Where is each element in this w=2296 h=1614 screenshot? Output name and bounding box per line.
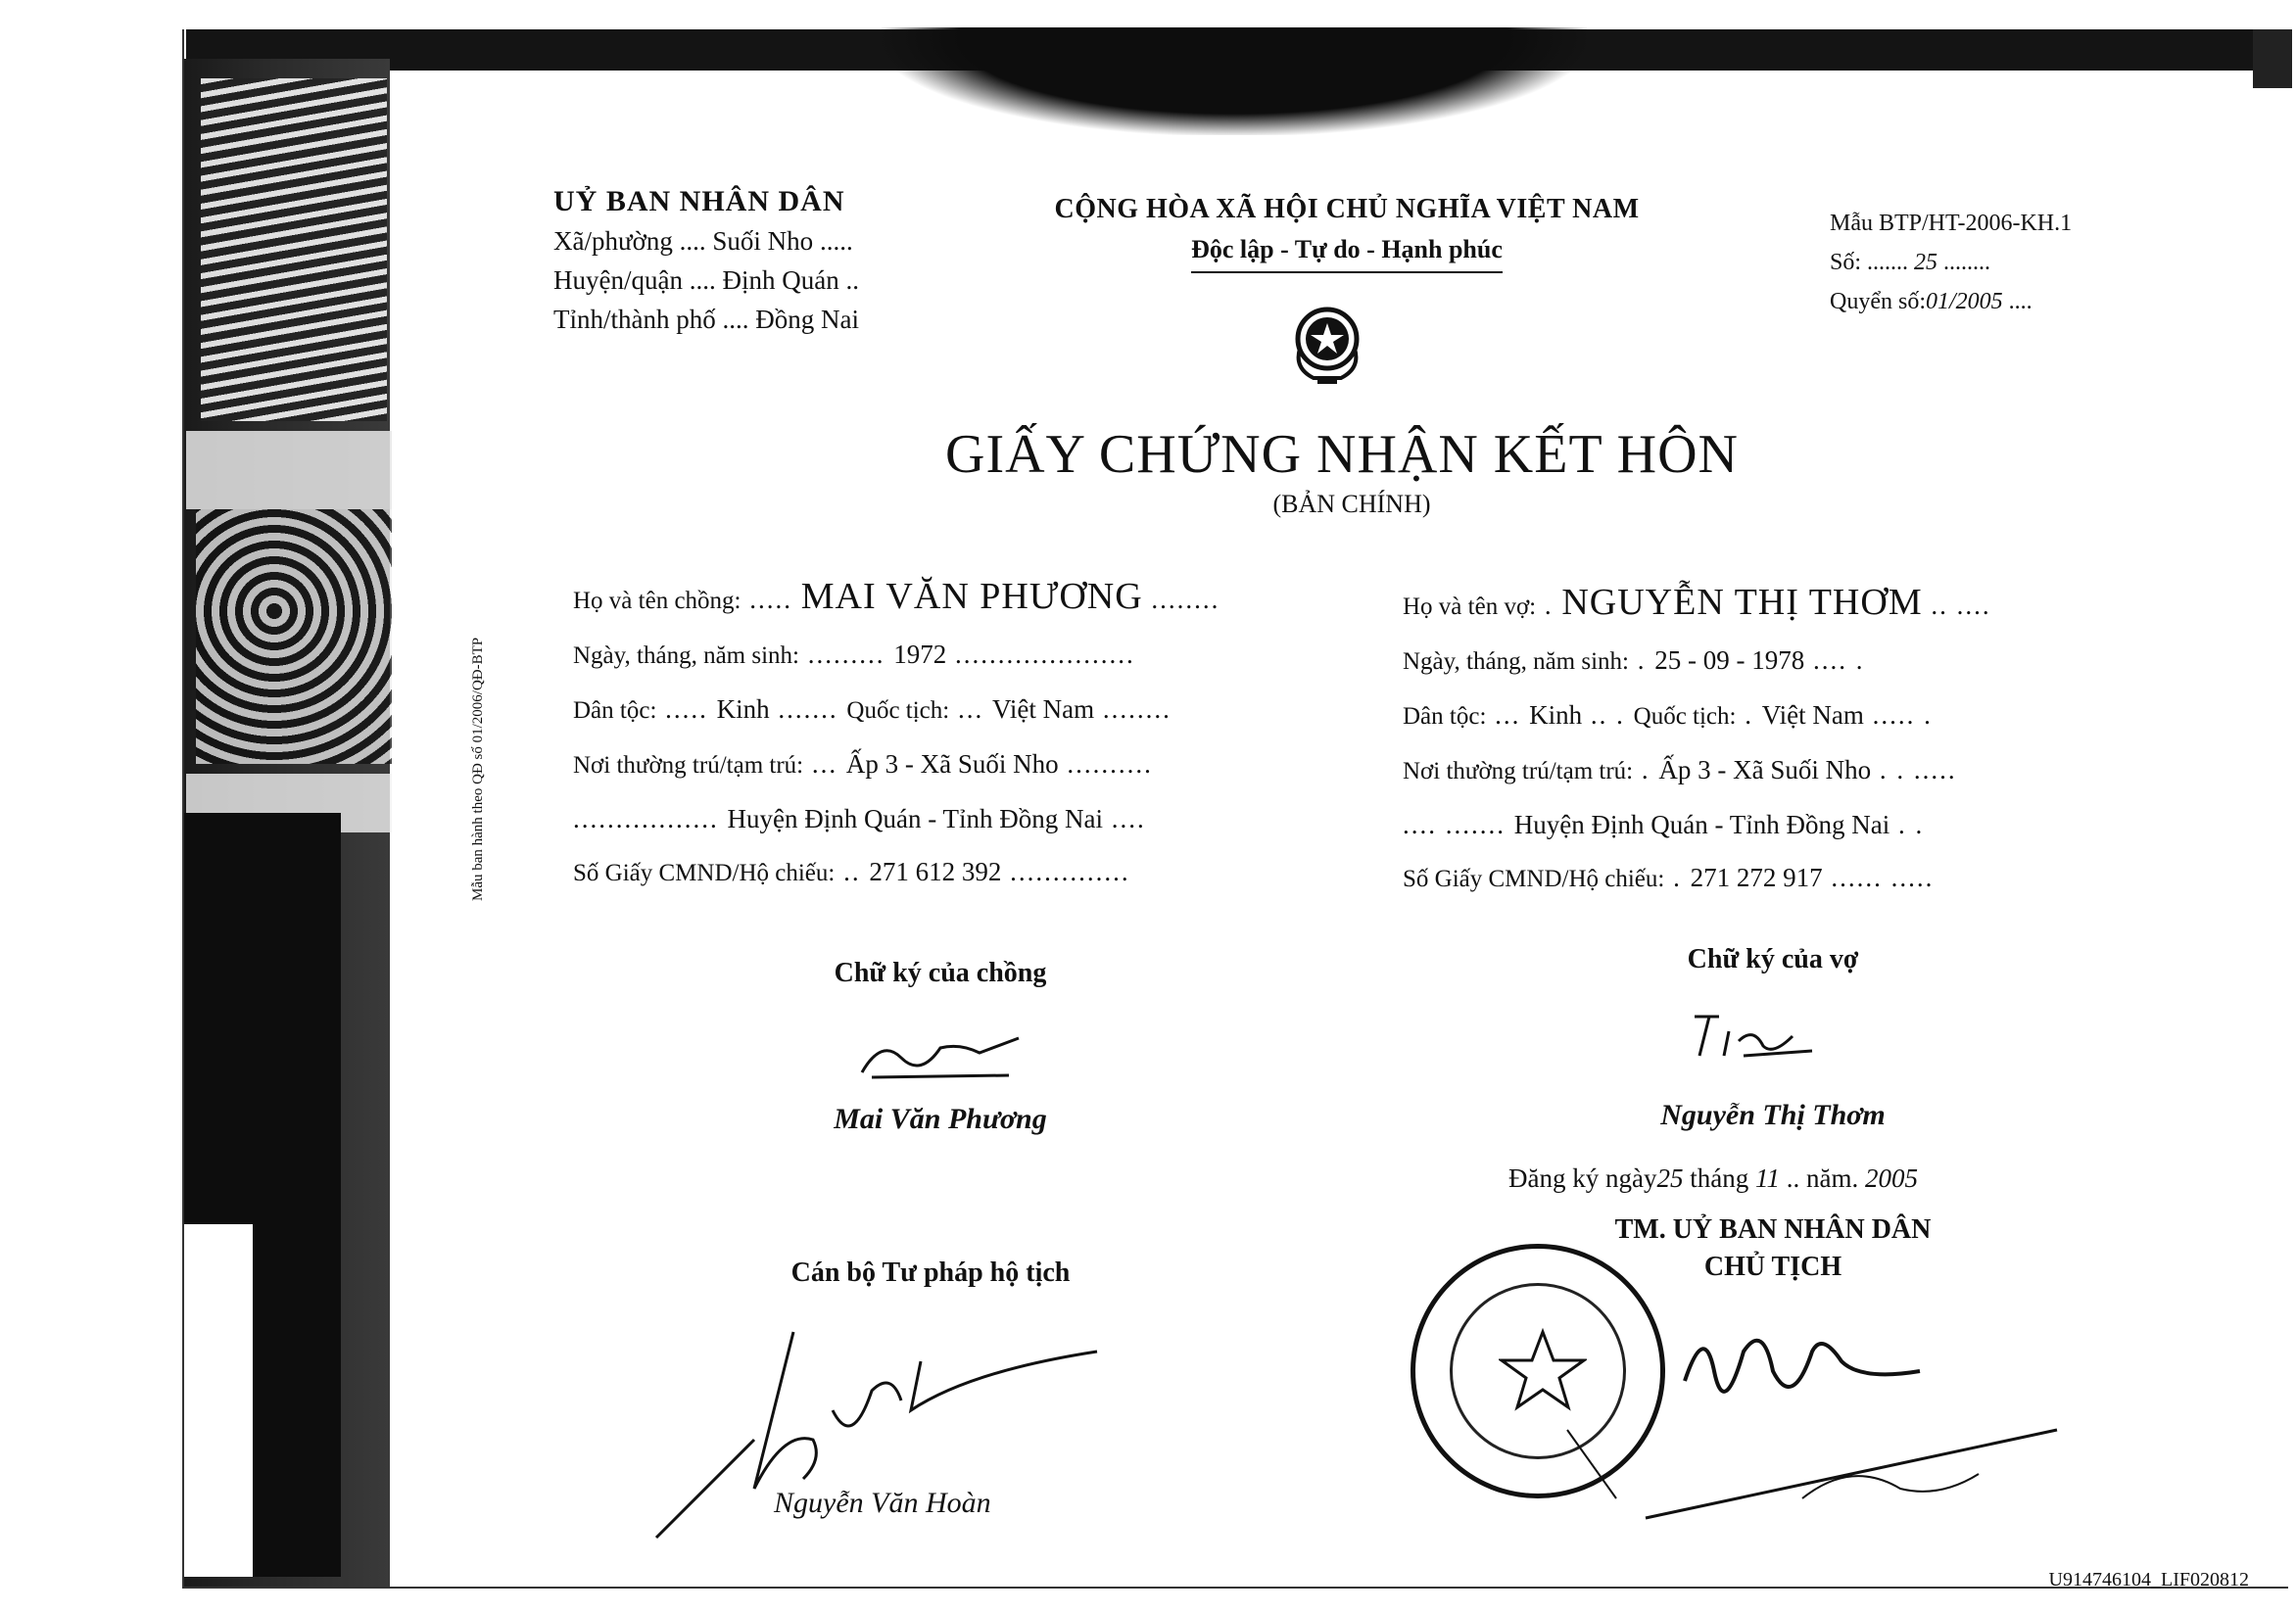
chairman-signature — [1528, 1263, 2116, 1557]
wife-id-label: Số Giấy CMND/Hộ chiếu: — [1403, 866, 1665, 892]
issuing-authority — [553, 182, 859, 339]
number-value: 25 — [1914, 250, 1938, 275]
husband-ethnicity: Kinh — [716, 694, 770, 724]
form-reference — [1830, 204, 2072, 321]
number-row: Số: ....... 25 ........ — [1830, 250, 1991, 275]
husband-nationality-label: Quốc tịch: — [846, 697, 950, 724]
document-subtitle: (BẢN CHÍNH) — [1272, 490, 1431, 518]
husband-residence-row2: ................. Huyện Định Quán - Tỉnh Đồng Nai .... — [573, 804, 1146, 833]
authority-title: UỶ BAN NHÂN DÂN — [553, 185, 845, 217]
district-row: Huyện/quận .... Định Quán .. — [553, 265, 859, 295]
wife-signature-heading: Chữ ký của vợ — [1687, 944, 1859, 974]
authority-line1: TM. UỶ BAN NHÂN DÂN — [1614, 1214, 1932, 1245]
wife-signature-name: Nguyễn Thị Thơm — [1660, 1099, 1886, 1131]
wife-signature — [1685, 1007, 1822, 1066]
husband-signature — [852, 1019, 1028, 1087]
republic-name: CỘNG HÒA XÃ HỘI CHỦ NGHĨA VIỆT NAM — [1054, 194, 1640, 224]
wife-nationality: Việt Nam — [1761, 700, 1864, 730]
authority-line2: CHỦ TỊCH — [1703, 1252, 1842, 1282]
husband-signature-name: Mai Văn Phương — [834, 1103, 1047, 1135]
scan-texture — [186, 431, 392, 509]
province-label: Tỉnh/thành phố — [553, 305, 716, 334]
book-label: Quyển số: — [1830, 289, 1926, 314]
wife-residence-row2: .... ....... Huyện Định Quán - Tỉnh Đồng Nai . . — [1403, 810, 1925, 839]
province-row: Tỉnh/thành phố .... Đồng Nai — [553, 305, 859, 334]
wife-name: NGUYỄN THỊ THƠM — [1561, 582, 1923, 623]
district-label: Huyện/quận — [553, 265, 683, 295]
wife-residence-label: Nơi thường trú/tạm trú: — [1403, 758, 1634, 784]
husband-residence-line2: Huyện Định Quán - Tỉnh Đồng Nai — [727, 804, 1103, 833]
wife-ethnicity-label: Dân tộc: — [1403, 703, 1487, 730]
wife-dob-row: Ngày, tháng, năm sinh: . 25 - 09 - 1978 .... . — [1403, 645, 1865, 675]
wife-nationality-label: Quốc tịch: — [1633, 703, 1737, 730]
husband-residence-label: Nơi thường trú/tạm trú: — [573, 752, 804, 779]
district-value: Định Quán — [722, 265, 839, 295]
registration-year-label: năm — [1805, 1163, 1852, 1193]
commune-row: Xã/phường .... Suối Nho ..... — [553, 226, 853, 256]
scan-shadow-corner — [2253, 29, 2292, 88]
registration-month: 11 — [1754, 1163, 1780, 1193]
husband-id-number: 271 612 392 — [869, 857, 1002, 886]
registration-date: Đăng ký ngày25 tháng 11 .. năm. 2005 — [1508, 1163, 1918, 1193]
registration-prefix: Đăng ký ngày — [1508, 1163, 1657, 1193]
wife-residence-row: Nơi thường trú/tạm trú: . Ấp 3 - Xã Suối Nho . . ..... — [1403, 755, 1957, 784]
wife-ethnicity: Kinh — [1529, 700, 1583, 730]
scan-texture — [196, 509, 392, 764]
wife-residence-line2: Huyện Định Quán - Tỉnh Đồng Nai — [1513, 810, 1890, 839]
national-heading — [1033, 190, 1660, 273]
registration-year: 2005 — [1864, 1163, 1918, 1193]
husband-dob-label: Ngày, tháng, năm sinh: — [573, 642, 799, 669]
wife-dob: 25 - 09 - 1978 — [1654, 645, 1805, 675]
scan-id: U914746104_LIF020812 — [2048, 1569, 2249, 1590]
wife-name-row: Họ và tên vợ: . NGUYỄN THỊ THƠM .. .... — [1403, 582, 1991, 623]
wife-id-row: Số Giấy CMND/Hộ chiếu: . 271 272 917 ...... ..... — [1403, 863, 1935, 892]
wife-id-number: 271 272 917 — [1690, 863, 1823, 892]
scan-texture — [201, 78, 387, 421]
official-name: Nguyễn Văn Hoàn — [774, 1487, 991, 1519]
wife-details — [1403, 576, 1991, 906]
husband-ethnicity-label: Dân tộc: — [573, 697, 657, 724]
husband-name: MAI VĂN PHƯƠNG — [800, 576, 1143, 617]
form-code: Mẫu BTP/HT-2006-KH.1 — [1830, 211, 2073, 236]
husband-dob-row: Ngày, tháng, năm sinh: ......... 1972 ..................... — [573, 640, 1135, 669]
husband-name-row: Họ và tên chồng: ..... MAI VĂN PHƯƠNG ........ — [573, 576, 1220, 617]
wife-ethnicity-row: Dân tộc: ... Kinh .. . Quốc tịch: . Việt Nam ..... . — [1403, 700, 1933, 730]
commune-label: Xã/phường — [553, 226, 673, 256]
husband-residence-row: Nơi thường trú/tạm trú: ... Ấp 3 - Xã Suối Nho .......... — [573, 749, 1153, 779]
husband-id-row: Số Giấy CMND/Hộ chiếu: .. 271 612 392 .............. — [573, 857, 1130, 886]
scan-shadow-blob — [882, 27, 1587, 135]
number-label: Số: — [1830, 250, 1862, 275]
commune-value: Suối Nho — [712, 226, 814, 256]
husband-dob: 1972 — [893, 640, 947, 669]
wife-residence-line1: Ấp 3 - Xã Suối Nho — [1658, 755, 1872, 784]
book-row: Quyển số:01/2005 .... — [1830, 289, 2033, 314]
registration-month-label: tháng — [1690, 1163, 1749, 1193]
husband-ethnicity-row: Dân tộc: ..... Kinh ....... Quốc tịch: ... Việt Nam ........ — [573, 694, 1172, 724]
page-edge — [182, 1587, 2288, 1589]
husband-name-label: Họ và tên chồng: — [573, 588, 741, 614]
husband-nationality: Việt Nam — [991, 694, 1095, 724]
wife-dob-label: Ngày, tháng, năm sinh: — [1403, 648, 1629, 675]
husband-residence-line1: Ấp 3 - Xã Suối Nho — [845, 749, 1059, 779]
province-value: Đồng Nai — [755, 305, 859, 334]
national-emblem-icon — [1288, 300, 1366, 388]
husband-details — [573, 570, 1220, 900]
scan-texture — [184, 1224, 253, 1577]
national-motto: Độc lập - Tự do - Hạnh phúc — [1191, 230, 1503, 273]
document-title: GIẤY CHỨNG NHẬN KẾT HÔN — [945, 424, 1739, 485]
book-value: 01/2005 — [1926, 289, 2003, 314]
husband-id-label: Số Giấy CMND/Hộ chiếu: — [573, 860, 836, 886]
margin-note: Mẫu ban hành theo QĐ số 01/2006/QĐ-BTP — [470, 637, 486, 901]
official-title: Cán bộ Tư pháp hộ tịch — [790, 1258, 1071, 1288]
husband-signature-heading: Chữ ký của chồng — [834, 958, 1047, 988]
registration-day: 25 — [1656, 1163, 1684, 1193]
wife-name-label: Họ và tên vợ: — [1403, 593, 1537, 620]
